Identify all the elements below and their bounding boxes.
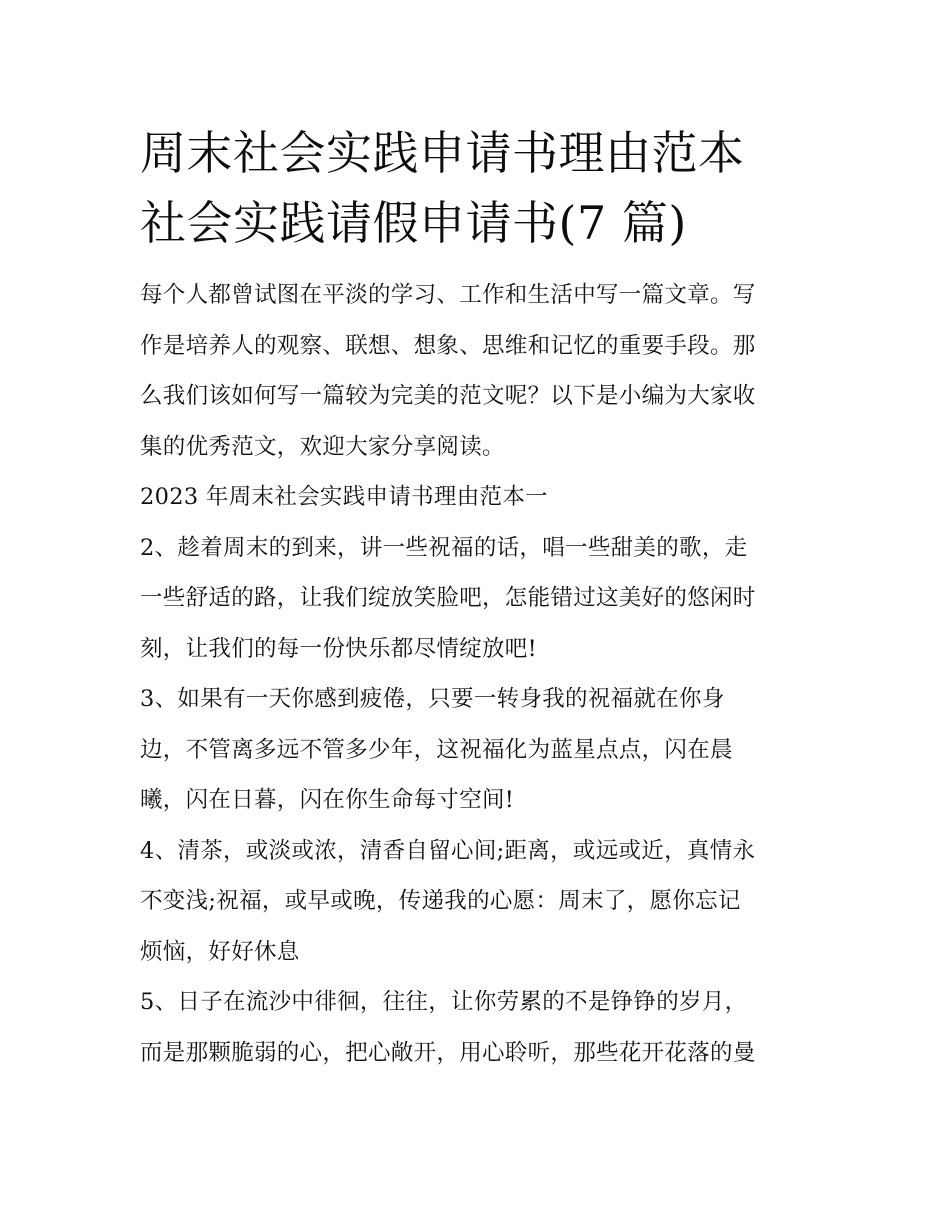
document-body — [140, 270, 815, 1078]
list-item-4 — [140, 826, 815, 978]
document-page — [140, 118, 815, 1078]
text-line: 边，不管离多远不管多少年，这祝福化为蓝星点点，闪在晨 — [140, 736, 733, 763]
text-line: 一些舒适的路，让我们绽放笑脸吧，怎能错过这美好的悠闲时 — [140, 585, 756, 611]
section-heading — [140, 472, 815, 523]
text-line: 么我们该如何写一篇较为完美的范文呢？以下是小编为大家收 — [140, 383, 756, 409]
text-line: 曦，闪在日暮，闪在你生命每寸空间! — [140, 787, 515, 813]
list-item-3 — [140, 674, 815, 826]
text-line: 不变浅;祝福，或早或晚，传递我的心愿：周末了，愿你忘记 — [140, 888, 741, 914]
text-line: 2023 年周末社会实践申请书理由范本一 — [140, 484, 548, 510]
text-line: 4、清茶，或淡或浓，清香自留心间;距离，或远或近，真情永 — [140, 837, 756, 864]
list-item-5 — [140, 977, 815, 1078]
text-line: 2、趁着周末的到来，讲一些祝福的话，唱一些甜美的歌，走 — [140, 534, 748, 561]
title-line: 周末社会实践申请书理由范本 — [140, 126, 745, 180]
text-line: 5、日子在流沙中徘徊，往往，让你劳累的不是铮铮的岁月， — [140, 989, 748, 1015]
title-line: 社会实践请假申请书(7 篇) — [140, 196, 687, 250]
document-title — [140, 118, 815, 258]
text-line: 而是那颗脆弱的心，把心敞开，用心聆听，那些花开花落的曼 — [140, 1039, 756, 1066]
text-line: 集的优秀范文，欢迎大家分享阅读。 — [140, 433, 505, 460]
list-item-2 — [140, 523, 815, 675]
text-line: 3、如果有一天你感到疲倦，只要一转身我的祝福就在你身 — [140, 686, 725, 712]
text-line: 刻，让我们的每一份快乐都尽情绽放吧! — [140, 635, 537, 662]
intro-paragraph — [140, 270, 815, 472]
text-line: 作是培养人的观察、联想、想象、思维和记忆的重要手段。那 — [140, 332, 756, 359]
text-line: 每个人都曾试图在平淡的学习、工作和生活中写一篇文章。写 — [140, 282, 756, 308]
text-line: 烦恼，好好休息 — [140, 938, 300, 965]
